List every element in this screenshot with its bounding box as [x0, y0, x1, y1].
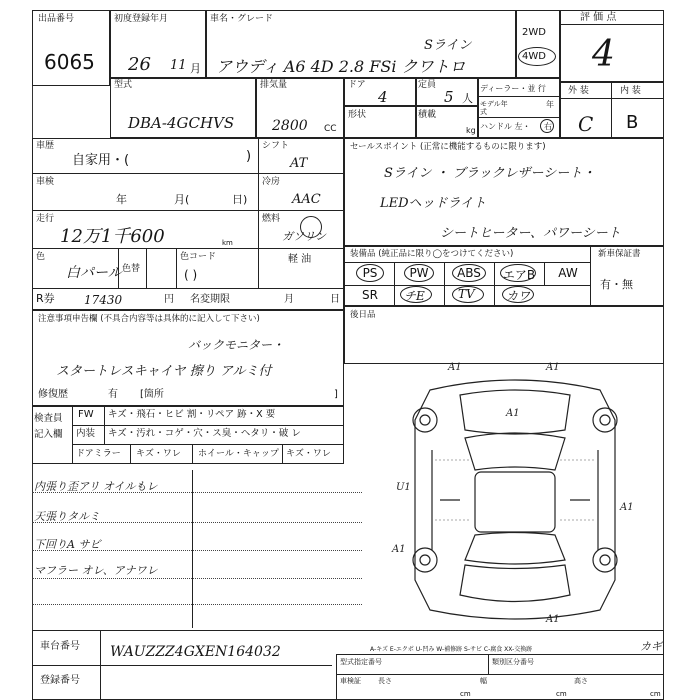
equip-airbag: エアB — [502, 268, 536, 282]
equip-abs: ABS — [457, 266, 481, 280]
drive-box — [516, 10, 560, 78]
doors-label: ドア — [348, 80, 366, 90]
interior-label: 内 装 — [620, 86, 641, 96]
hw-note-2: 天張りタルミ — [34, 510, 100, 523]
reg-number-label: 登録番号 — [40, 675, 80, 686]
sales-line-2: LEDヘッドライト — [380, 196, 487, 211]
rating-label: 評 価 点 — [580, 12, 617, 23]
equip-pw: PW — [409, 266, 429, 280]
color-code-paren: ( ) — [184, 268, 198, 282]
chassis-label: 車台番号 — [40, 641, 80, 652]
interior-value: B — [626, 112, 639, 133]
sales-title: セールスポイント (正常に機能するものに限ります) — [350, 142, 546, 152]
exterior-label: 外 装 — [568, 86, 589, 96]
wheel-label: ホイール・キャップ — [198, 449, 279, 459]
lot-number: 6065 — [44, 50, 95, 74]
displacement-label: 排気量 — [260, 80, 288, 90]
lot-label: 出品番号 — [38, 14, 75, 24]
equip-sr: SR — [362, 288, 378, 302]
dmg-mark-2: A1 — [546, 362, 560, 373]
vehicle-value: 自家用・( — [72, 153, 130, 168]
height-label: 高さ — [574, 677, 588, 685]
dmg-mark-1: A1 — [448, 362, 462, 373]
damage-legend-extra: カギ — [640, 640, 662, 653]
repair-place: [箇所 — [140, 389, 164, 400]
door-mirror-label: ドアミラー — [76, 449, 121, 459]
wheel-text: キズ・ワレ — [286, 449, 331, 459]
repair-label: 修復歴 — [38, 389, 68, 400]
displacement-unit: CC — [324, 124, 337, 134]
seats-value: 5 — [444, 88, 454, 106]
fw-label: FW — [78, 409, 94, 420]
name-change-month: 月 — [284, 294, 294, 305]
equip-hw-circle-2 — [452, 286, 484, 303]
equip-aw: AW — [558, 266, 578, 280]
new-warranty-value: 有・無 — [600, 278, 633, 291]
equip-hw-1: チE — [404, 289, 425, 303]
chassis-value: WAUZZZ4GXEN164032 — [110, 644, 281, 660]
recycle-label: R券 — [36, 292, 55, 305]
fuel-circle — [300, 216, 322, 238]
reg-month-unit: 月 — [190, 62, 201, 75]
equipment-title: 装備品 (純正品に限り◯をつけてください) — [350, 249, 514, 259]
equip-hw-2: TV — [458, 287, 475, 301]
cooler-value: AAC — [292, 192, 321, 207]
first-reg-label: 初度登録年月 — [114, 14, 169, 24]
seats-label: 定員 — [418, 80, 437, 90]
doors-value: 4 — [378, 88, 388, 106]
equip-abs-circle — [452, 264, 486, 282]
width-label: 幅 — [480, 677, 487, 685]
height-unit: cm — [650, 690, 661, 698]
fw-text: キズ・飛石・ヒビ 割・リペア 跡・X 要 — [108, 409, 276, 420]
notes-title: 注意事項申告欄 (不具合内容等は具体的に記入して下さい) — [38, 314, 260, 324]
model-label: 型式 — [114, 80, 133, 90]
inspection-month: 月( — [174, 193, 190, 206]
load-label: 積載 — [418, 110, 437, 120]
drive-4wd-circle — [518, 47, 556, 66]
interior-row-text: キズ・汚れ・コゲ・穴・ス臭・ヘタリ・破 レ — [108, 428, 301, 439]
inspection-year: 年 — [116, 193, 127, 206]
hw-note-4: マフラー オレ、アナワレ — [34, 564, 158, 577]
class-number-label: 類別区分番号 — [492, 658, 534, 666]
inspector-label-2: 記入欄 — [34, 429, 63, 440]
equip-airbag-circle — [500, 264, 536, 282]
vehicle-close: ) — [246, 149, 252, 164]
vehicle-label: 車歴 — [36, 141, 55, 151]
name-grade-label: 車名・グレード — [210, 14, 274, 24]
equip-hw-circle-3 — [502, 286, 534, 303]
door-mirror-text: キズ・ワレ — [136, 449, 181, 459]
car-diagram — [370, 360, 660, 630]
handle-right: 右 — [544, 122, 552, 131]
mileage-unit: km — [222, 239, 233, 247]
displacement-value: 2800 — [272, 118, 308, 134]
handle-label: ハンドル 左・ — [480, 122, 531, 131]
equip-hw-3: カワ — [506, 289, 531, 303]
name-grade-extra: Sライン — [424, 38, 472, 53]
shift-label: シフト — [262, 141, 290, 151]
recycle-unit: 円 — [164, 294, 174, 305]
name-grade-value: アウディ A6 4D 2.8 FSi クワトロ — [216, 57, 466, 76]
damage-legend: A-キズ E-エクボ U-凹み W-補修跡 S-サビ C-腐食 XX-交換跡 — [370, 646, 533, 653]
equip-ps: PS — [362, 266, 378, 280]
shift-value: AT — [290, 156, 308, 171]
repair-value: 有 — [108, 389, 118, 400]
dmg-mark-3: A1 — [506, 408, 520, 419]
reg-month: 11 — [170, 58, 187, 73]
seats-unit: 人 — [462, 92, 473, 105]
color-change-label: 色替 — [122, 264, 141, 274]
shape-label: 形状 — [348, 110, 367, 120]
load-unit: kg — [466, 126, 476, 135]
sales-line-3: シートヒーター、パワーシート — [440, 226, 621, 241]
inspection-day: 日) — [232, 193, 248, 206]
length-unit: cm — [460, 690, 471, 698]
notes-line-2: スタートレスキャイヤ 擦り アルミ付 — [56, 364, 272, 379]
fuel-other: 軽 油 — [288, 254, 312, 265]
dmg-mark-7: A1 — [546, 614, 560, 625]
drive-2wd: 2WD — [522, 27, 546, 38]
model-value: DBA-4GCHVS — [128, 114, 235, 132]
sales-line-1: Sライン ・ ブラックレザーシート・ — [384, 166, 596, 181]
model-year-label: モデル年式 — [480, 100, 508, 116]
dealer-label: ディーラー・並 行 — [480, 84, 546, 93]
cooler-label: 冷房 — [262, 177, 281, 187]
dmg-mark-5: A1 — [620, 502, 634, 513]
length-label: 長さ — [378, 677, 392, 685]
exterior-value: C — [578, 112, 594, 136]
model-year-unit: 年 — [546, 100, 554, 109]
fuel-label: 燃料 — [262, 214, 281, 224]
width-unit: cm — [556, 690, 567, 698]
rating-value: 4 — [592, 34, 615, 75]
handle-right-circle — [540, 119, 554, 133]
cert-label: 車検証 — [340, 677, 361, 685]
color-label: 色 — [36, 252, 46, 262]
recycle-value: 17430 — [84, 293, 123, 307]
equip-pw-circle — [404, 264, 434, 282]
hw-note-1: 内張り歪アリ オイルもレ — [34, 480, 158, 493]
name-change-label: 名変期限 — [190, 294, 230, 305]
equip-ps-circle — [356, 264, 384, 282]
hw-note-3: 下回りA サビ — [34, 538, 101, 551]
dmg-mark-4: U1 — [396, 482, 411, 493]
type-designation-label: 型式指定番号 — [340, 658, 382, 666]
color-code-label: 色コード — [180, 252, 217, 262]
mileage-label: 走行 — [36, 214, 55, 224]
new-warranty-label: 新車保証書 — [598, 249, 641, 259]
name-change-day: 日 — [330, 294, 340, 305]
inspector-label-1: 検査員 — [34, 413, 63, 424]
equip-hw-circle-1 — [400, 286, 432, 303]
inspection-label: 車検 — [36, 177, 55, 187]
dmg-mark-6: A1 — [392, 544, 406, 555]
mileage-value: 12万1千600 — [60, 226, 165, 247]
aftermarket-box — [344, 306, 664, 364]
color-value: 白パール — [66, 265, 122, 281]
notes-box — [32, 310, 344, 406]
repair-close: ] — [334, 389, 338, 400]
interior-row-label: 内装 — [76, 428, 96, 439]
notes-line-1: バックモニター・ — [188, 338, 285, 352]
reg-year: 26 — [128, 54, 151, 75]
fuel-value: ガソリン — [282, 230, 326, 243]
drive-4wd: 4WD — [522, 51, 546, 62]
aftermarket-label: 後日品 — [350, 310, 376, 320]
